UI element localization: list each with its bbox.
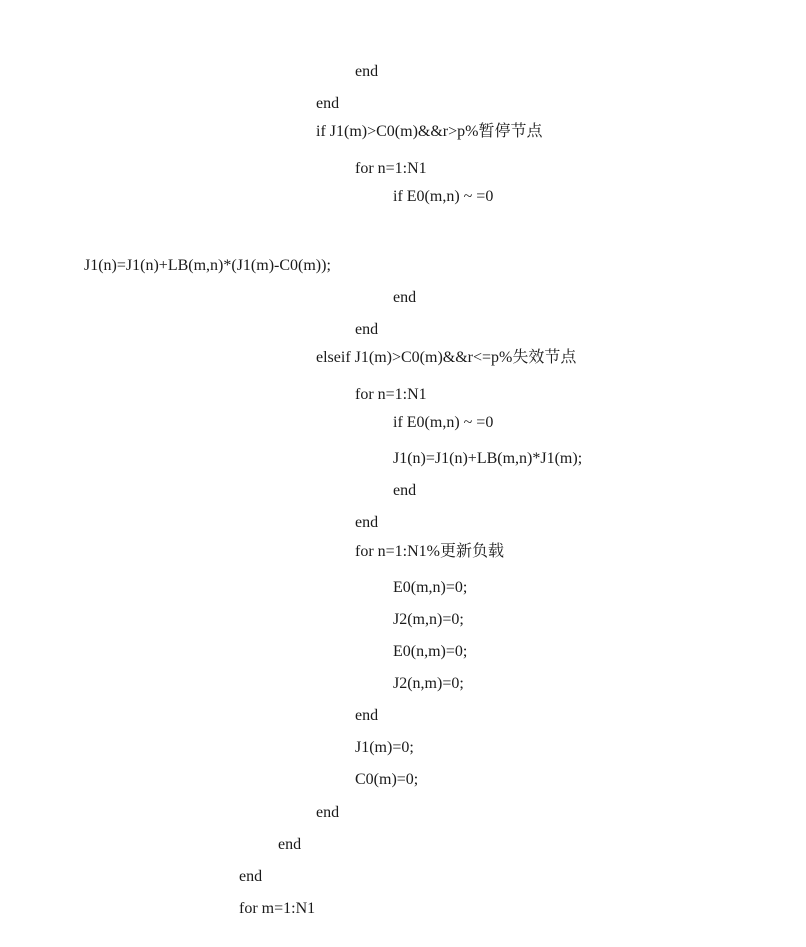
code-line: end: [316, 95, 340, 112]
code-line: J1(m)=0;: [355, 739, 414, 756]
code-line: end: [316, 804, 340, 821]
code-line: end: [239, 868, 263, 885]
code-line: C0(m)=0;: [355, 771, 419, 788]
code-line: end: [355, 514, 379, 531]
code-line: J1(n)=J1(n)+LB(m,n)*(J1(m)-C0(m));: [84, 257, 331, 274]
code-line: E0(m,n)=0;: [393, 579, 468, 596]
code-line: end: [393, 289, 417, 306]
code-line: end: [393, 482, 417, 499]
code-line: if E0(m,n) ~ =0: [393, 188, 494, 205]
code-line: E0(n,m)=0;: [393, 643, 468, 660]
code-line: if J1(m)>C0(m)&&r>p%暂停节点: [316, 123, 543, 140]
code-line: J2(m,n)=0;: [393, 611, 464, 628]
code-line: for m=1:N1: [239, 900, 316, 917]
code-line: for n=1:N1: [355, 160, 427, 177]
code-line: J1(n)=J1(n)+LB(m,n)*J1(m);: [393, 450, 583, 467]
code-line: end: [355, 321, 379, 338]
code-line: end: [278, 836, 302, 853]
code-line: J2(n,m)=0;: [393, 675, 464, 692]
code-line: for n=1:N1: [355, 386, 427, 403]
code-line: if E0(m,n) ~ =0: [393, 414, 494, 431]
code-line: end: [355, 707, 379, 724]
code-line: for n=1:N1%更新负载: [355, 543, 505, 560]
code-line: elseif J1(m)>C0(m)&&r<=p%失效节点: [316, 349, 577, 366]
code-line: end: [355, 63, 379, 80]
